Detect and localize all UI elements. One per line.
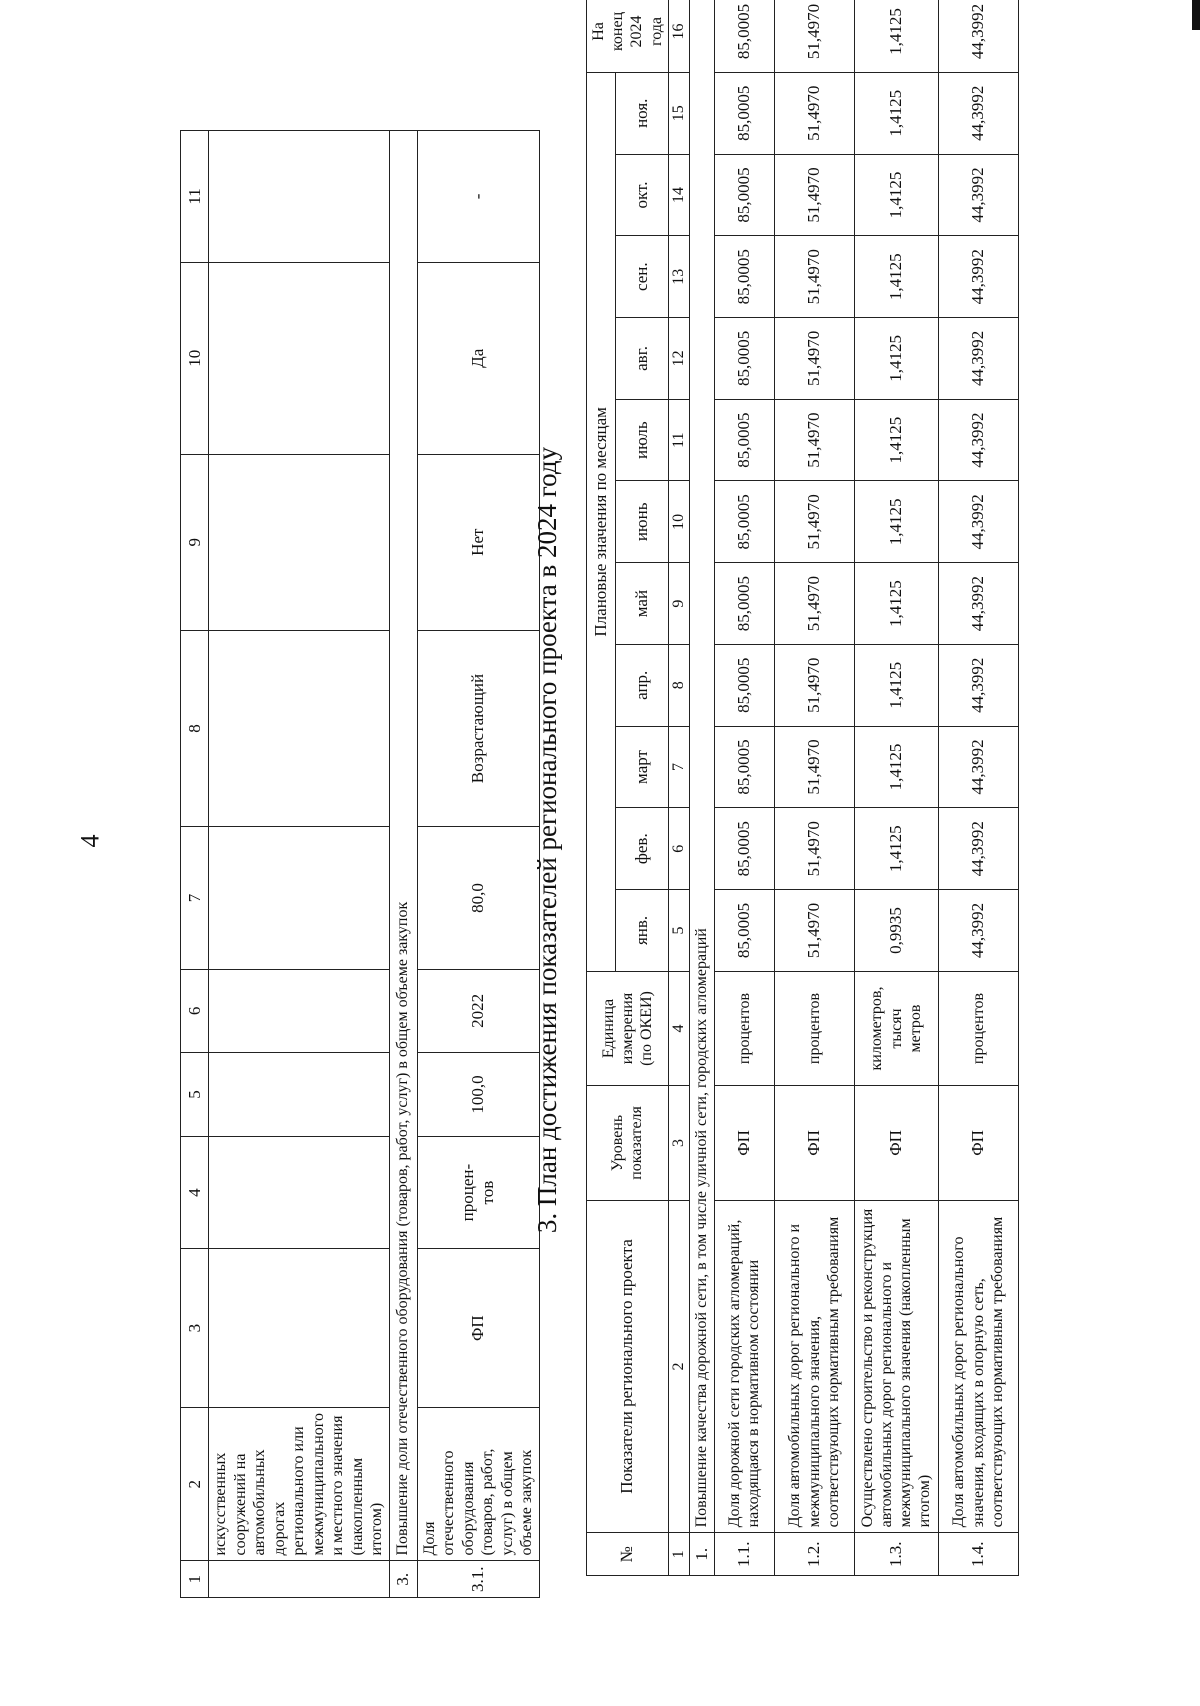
value: 44,3992 (938, 890, 1018, 972)
value: Да (417, 262, 539, 454)
value: 85,0005 (714, 481, 774, 563)
col-num: 11 (181, 131, 209, 263)
col-num: 9 (181, 454, 209, 630)
row-number: 1.4. (938, 1533, 1018, 1576)
col-num: 7 (181, 827, 209, 969)
col-num: 9 (668, 563, 689, 645)
header-end-year: На конец 2024 года (587, 0, 669, 72)
value: 51,4970 (774, 72, 854, 154)
value: 51,4970 (774, 726, 854, 808)
table-row (209, 131, 390, 1598)
value: 51,4970 (774, 318, 854, 400)
row-number: 3.1. (417, 1561, 539, 1598)
value: 44,3992 (938, 0, 1018, 72)
value: 85,0005 (714, 72, 774, 154)
value: 51,4970 (774, 644, 854, 726)
value: 80,0 (417, 827, 539, 969)
value: 51,4970 (774, 236, 854, 318)
indicator-level: ФП (714, 1086, 774, 1200)
col-num: 13 (668, 236, 689, 318)
value: - (417, 131, 539, 263)
month-header: март (615, 726, 668, 808)
column-number-row (181, 131, 209, 1598)
value: 51,4970 (774, 0, 854, 72)
value: 1,4125 (854, 808, 938, 890)
col-num: 6 (181, 969, 209, 1052)
value: 85,0005 (714, 318, 774, 400)
header-unit: Единица измерения (по ОКЕИ) (587, 971, 669, 1085)
plan-table (586, 0, 1019, 1576)
value: 0,9935 (854, 890, 938, 972)
col-num: 5 (181, 1052, 209, 1136)
section-title: Повышение качества дорожной сети, в том числе уличной сети, городских агломераций (689, 0, 714, 1533)
month-header: июнь (615, 481, 668, 563)
indicator-level: ФП (938, 1086, 1018, 1200)
value: 51,4970 (774, 890, 854, 972)
value: 85,0005 (714, 0, 774, 72)
col-num: 1 (181, 1561, 209, 1598)
table-row (774, 0, 854, 1576)
indicator-name: искусственных сооружений на автомобильных дорогах регионального или межмуниципального и местного значения (накопленным итогом) (209, 1408, 390, 1561)
value: 1,4125 (854, 399, 938, 481)
header-level: Уровень показателя (587, 1086, 669, 1200)
value: 1,4125 (854, 563, 938, 645)
value: 1,4125 (854, 154, 938, 236)
unit: процентов (714, 971, 774, 1085)
table-row (938, 0, 1018, 1576)
section-row (689, 0, 714, 1576)
value: 85,0005 (714, 399, 774, 481)
col-num: 14 (668, 154, 689, 236)
trend: Возрастающий (417, 630, 539, 827)
indicator-name: Доля автомобильных дорог регионального значения, входящих в опорную сеть, соответствующих нормативным требованиям (938, 1200, 1018, 1533)
month-header: окт. (615, 154, 668, 236)
continuation-table (180, 130, 540, 1598)
value: 44,3992 (938, 481, 1018, 563)
col-num: 10 (181, 262, 209, 454)
indicator-level: ФП (854, 1086, 938, 1200)
col-num: 8 (668, 644, 689, 726)
value: 44,3992 (938, 318, 1018, 400)
month-header: май (615, 563, 668, 645)
value: 1,4125 (854, 644, 938, 726)
indicator-name: Доля отечественного оборудования (товаров, работ, услуг) в общем объеме закупок (417, 1408, 539, 1561)
section-heading: 3. План достижения показателей регионального проекта в 2024 году (532, 446, 562, 1234)
page-number: 4 (75, 834, 105, 848)
month-header: апр. (615, 644, 668, 726)
value: 44,3992 (938, 154, 1018, 236)
indicator-name: Осуществлено строительство и реконструкция автомобильных дорог регионального и межмуниципального значения (накопленным итогом) (854, 1200, 938, 1533)
col-num: 12 (668, 318, 689, 400)
value: 44,3992 (938, 726, 1018, 808)
section-number: 3. (389, 1561, 417, 1598)
col-num: 11 (668, 399, 689, 481)
col-num: 4 (181, 1136, 209, 1248)
value: 85,0005 (714, 563, 774, 645)
col-num: 15 (668, 72, 689, 154)
col-num: 5 (668, 890, 689, 972)
indicator-name: Доля автомобильных дорог регионального и межмуниципального значения, соответствующих нормативным требованиям (774, 1200, 854, 1533)
col-num: 10 (668, 481, 689, 563)
indicator-name: Доля дорожной сети городских агломераций, находящаяся в нормативном состоянии (714, 1200, 774, 1533)
value: 51,4970 (774, 808, 854, 890)
value: 1,4125 (854, 72, 938, 154)
month-header: янв. (615, 890, 668, 972)
unit: километров, тысяч метров (854, 971, 938, 1085)
value: 1,4125 (854, 726, 938, 808)
value: 51,4970 (774, 154, 854, 236)
value: 1,4125 (854, 236, 938, 318)
row-number: 1.2. (774, 1533, 854, 1576)
month-header: фев. (615, 808, 668, 890)
header-num: № (587, 1533, 669, 1576)
section-number: 1. (689, 1533, 714, 1576)
value: 44,3992 (938, 236, 1018, 318)
value: 1,4125 (854, 0, 938, 72)
row-number: 1.1. (714, 1533, 774, 1576)
month-header: сен. (615, 236, 668, 318)
value: 85,0005 (714, 236, 774, 318)
value: 44,3992 (938, 808, 1018, 890)
unit: процен- тов (417, 1136, 539, 1248)
base-value: 100,0 (417, 1052, 539, 1136)
month-header: ноя. (615, 72, 668, 154)
unit: процентов (938, 971, 1018, 1085)
header-planned: Плановые значения по месяцам (587, 72, 616, 971)
value: 85,0005 (714, 644, 774, 726)
value: 1,4125 (854, 318, 938, 400)
value: 1,4125 (854, 481, 938, 563)
section-row (389, 131, 417, 1598)
table-row (854, 0, 938, 1576)
base-year: 2022 (417, 969, 539, 1052)
col-num: 1 (668, 1533, 689, 1576)
col-num: 3 (668, 1086, 689, 1200)
value: 85,0005 (714, 808, 774, 890)
value: 85,0005 (714, 726, 774, 808)
column-number-row (668, 0, 689, 1576)
value: 51,4970 (774, 563, 854, 645)
col-num: 4 (668, 971, 689, 1085)
col-num: 6 (668, 808, 689, 890)
col-num: 8 (181, 630, 209, 827)
col-num: 16 (668, 0, 689, 72)
value: 44,3992 (938, 72, 1018, 154)
col-num: 2 (668, 1200, 689, 1533)
indicator-level: ФП (774, 1086, 854, 1200)
value: 51,4970 (774, 481, 854, 563)
value: 44,3992 (938, 399, 1018, 481)
indicator-level: ФП (417, 1249, 539, 1408)
col-num: 3 (181, 1249, 209, 1408)
row-number: 1.3. (854, 1533, 938, 1576)
header-name: Показатели регионального проекта (587, 1200, 669, 1533)
col-num: 7 (668, 726, 689, 808)
table-row (714, 0, 774, 1576)
section-title: Повышение доли отечественного оборудования (товаров, работ, услуг) в общем объеме закупок (389, 131, 417, 1562)
table-row (417, 131, 539, 1598)
month-header: июль (615, 399, 668, 481)
col-num: 2 (181, 1408, 209, 1561)
value: 44,3992 (938, 563, 1018, 645)
unit: процентов (774, 971, 854, 1085)
month-header: авг. (615, 318, 668, 400)
value: 85,0005 (714, 154, 774, 236)
value: Нет (417, 454, 539, 630)
value: 85,0005 (714, 890, 774, 972)
value: 44,3992 (938, 644, 1018, 726)
value: 51,4970 (774, 399, 854, 481)
